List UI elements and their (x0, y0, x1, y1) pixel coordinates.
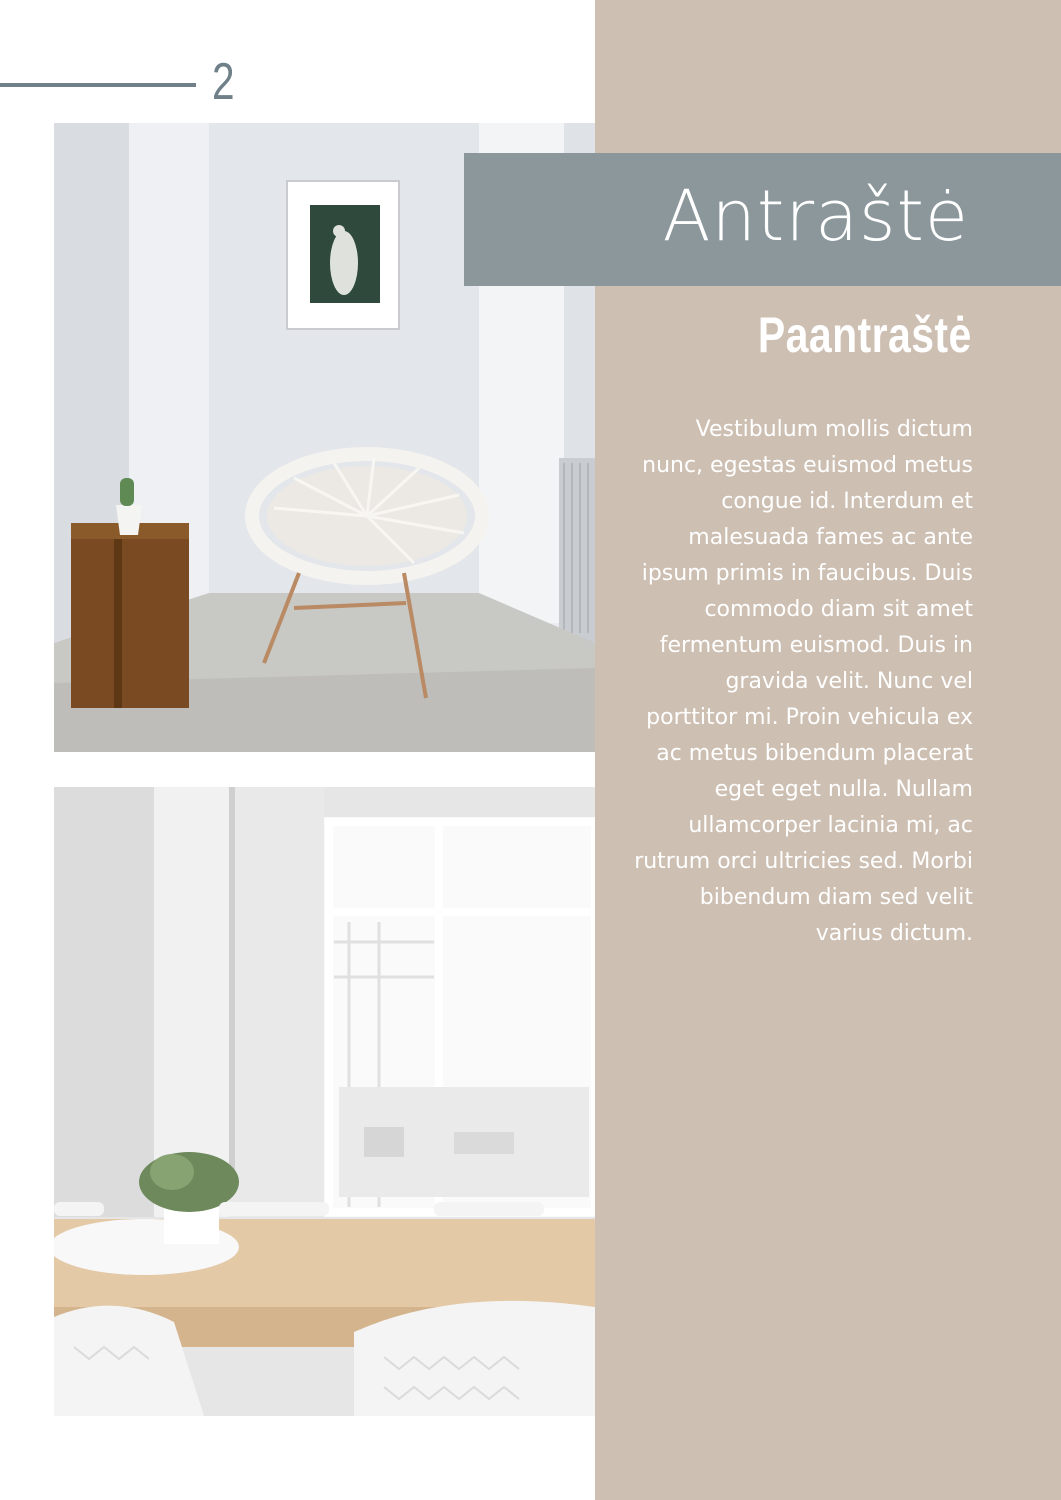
page-subtitle: Paantraštė (758, 307, 972, 363)
body-paragraph: Vestibulum mollis dictum nunc, egestas euismod metus congue id. Interdum et malesuada fames ac ante ipsum primis in faucibus. Duis commodo diam sit amet fermentum euismod. Duis in gravida velit. Nunc vel porttitor mi. Proin vehicula ex ac metus bibendum placerat eget eget nulla. Nullam ullamcorper lacinia mi, ac rutrum orci ultricies sed. Morbi bibendum diam sed velit varius dictum. (634, 417, 973, 946)
page-title: Antraštė (662, 175, 969, 257)
page-number: 2 (212, 53, 235, 111)
photo-dining-window (54, 787, 595, 1416)
page-number-rule (0, 83, 196, 87)
